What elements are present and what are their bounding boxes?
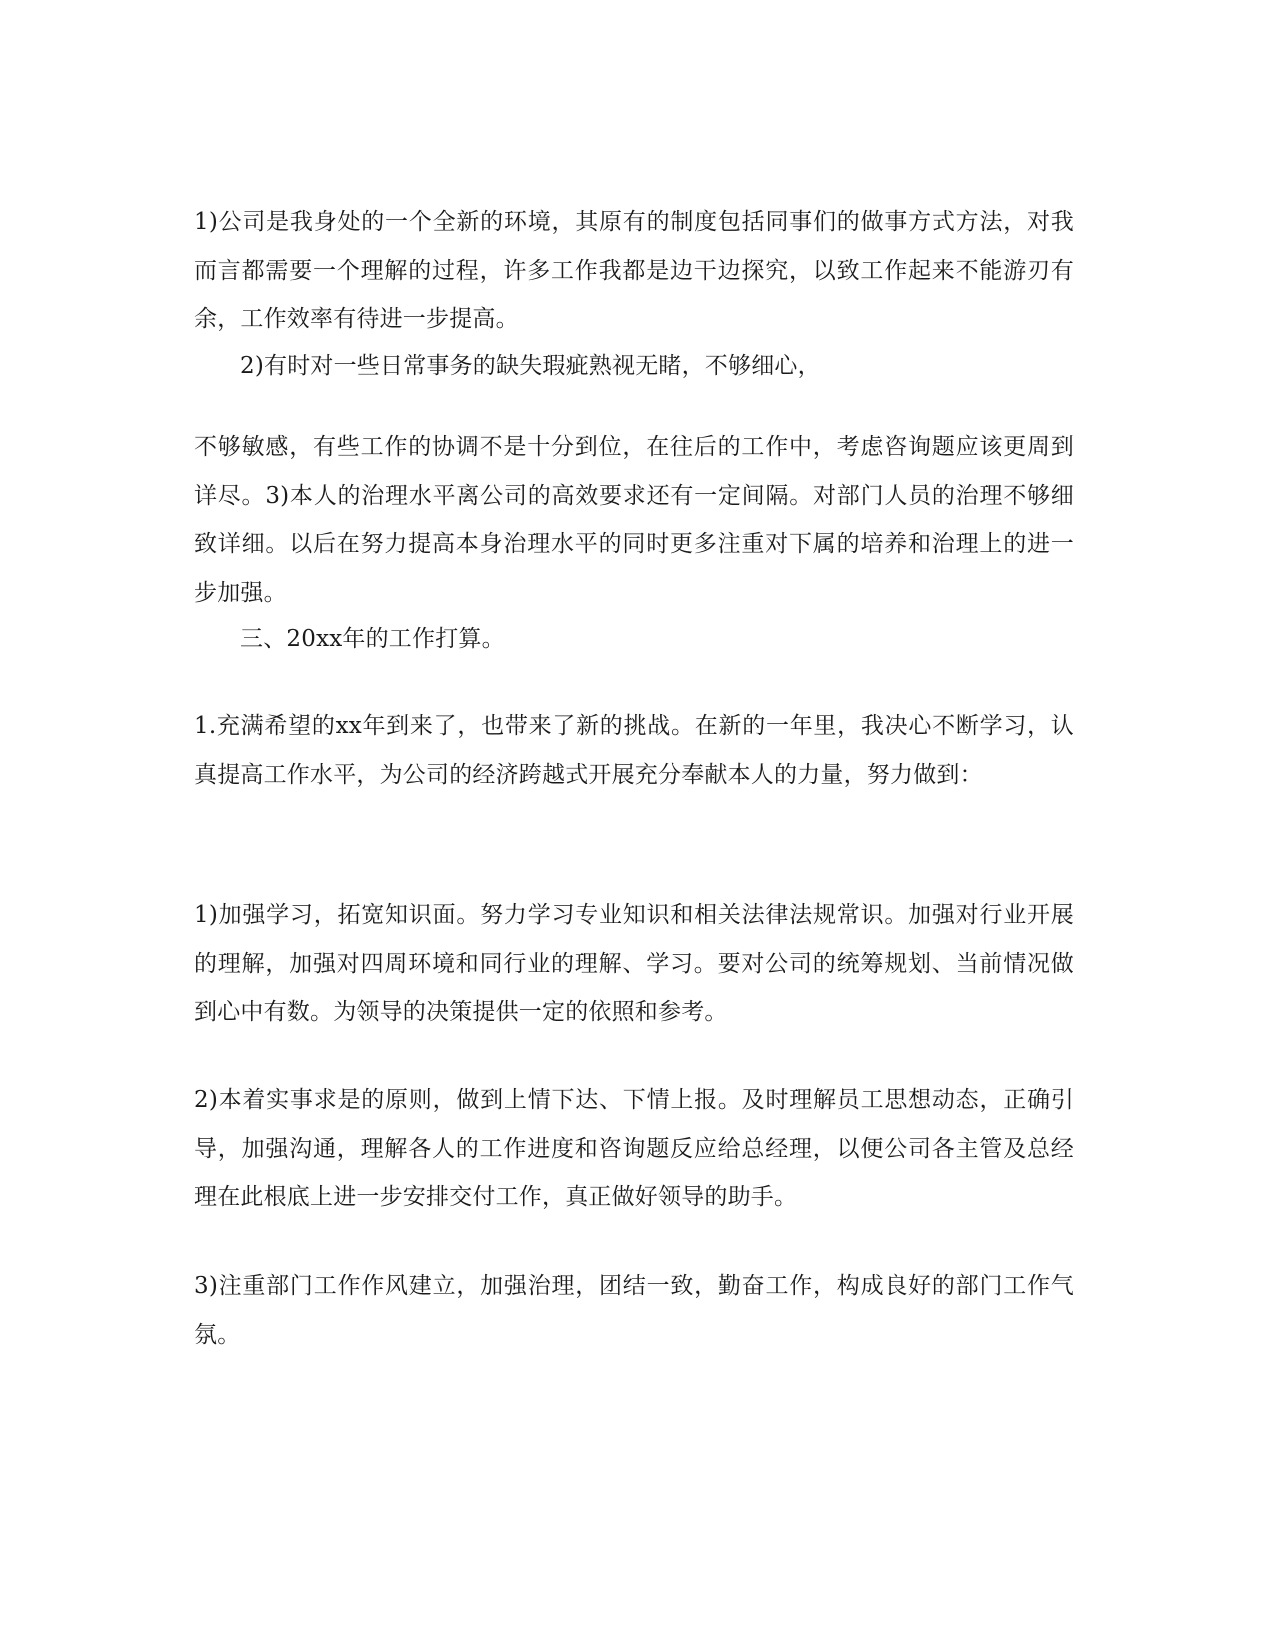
paragraph-5: 1.充满希望的xx年到来了，也带来了新的挑战。在新的一年里，我决心不断学习，认真提高工作水平，为公司的经济跨越式开展充分奉献本人的力量，努力做到：: [194, 713, 1074, 788]
paragraph-8: 3)注重部门工作作风建立，加强治理，团结一致，勤奋工作，构成良好的部门工作气氛。: [194, 1273, 1074, 1348]
section-heading-work-plan: 三、20xx年的工作打算。: [240, 626, 505, 652]
paragraph-1: 1)公司是我身处的一个全新的环境，其原有的制度包括同事们的做事方式方法，对我而言都需要一个理解的过程，许多工作我都是边干边探究，以致工作起来不能游刃有余，工作效率有待进一步提高。: [194, 209, 1074, 332]
paragraph-3: 不够敏感，有些工作的协调不是十分到位，在往后的工作中，考虑咨询题应该更周到详尽。3)本人的治理水平离公司的高效要求还有一定间隔。对部门人员的治理不够细致详细。以后在努力提高本身治理水平的同时更多注重对下属的培养和治理上的进一步加强。: [194, 434, 1074, 606]
paragraph-6: 1)加强学习，拓宽知识面。努力学习专业知识和相关法律法规常识。加强对行业开展的理解，加强对四周环境和同行业的理解、学习。要对公司的统筹规划、当前情况做到心中有数。为领导的决策提供一定的依照和参考。: [194, 902, 1074, 1025]
paragraph-2: 2)有时对一些日常事务的缺失瑕疵熟视无睹，不够细心，: [240, 353, 821, 379]
paragraph-7: 2)本着实事求是的原则，做到上情下达、下情上报。及时理解员工思想动态，正确引导，加强沟通，理解各人的工作进度和咨询题反应给总经理，以便公司各主管及总经理在此根底上进一步安排交付工作，真正做好领导的助手。: [194, 1087, 1074, 1210]
